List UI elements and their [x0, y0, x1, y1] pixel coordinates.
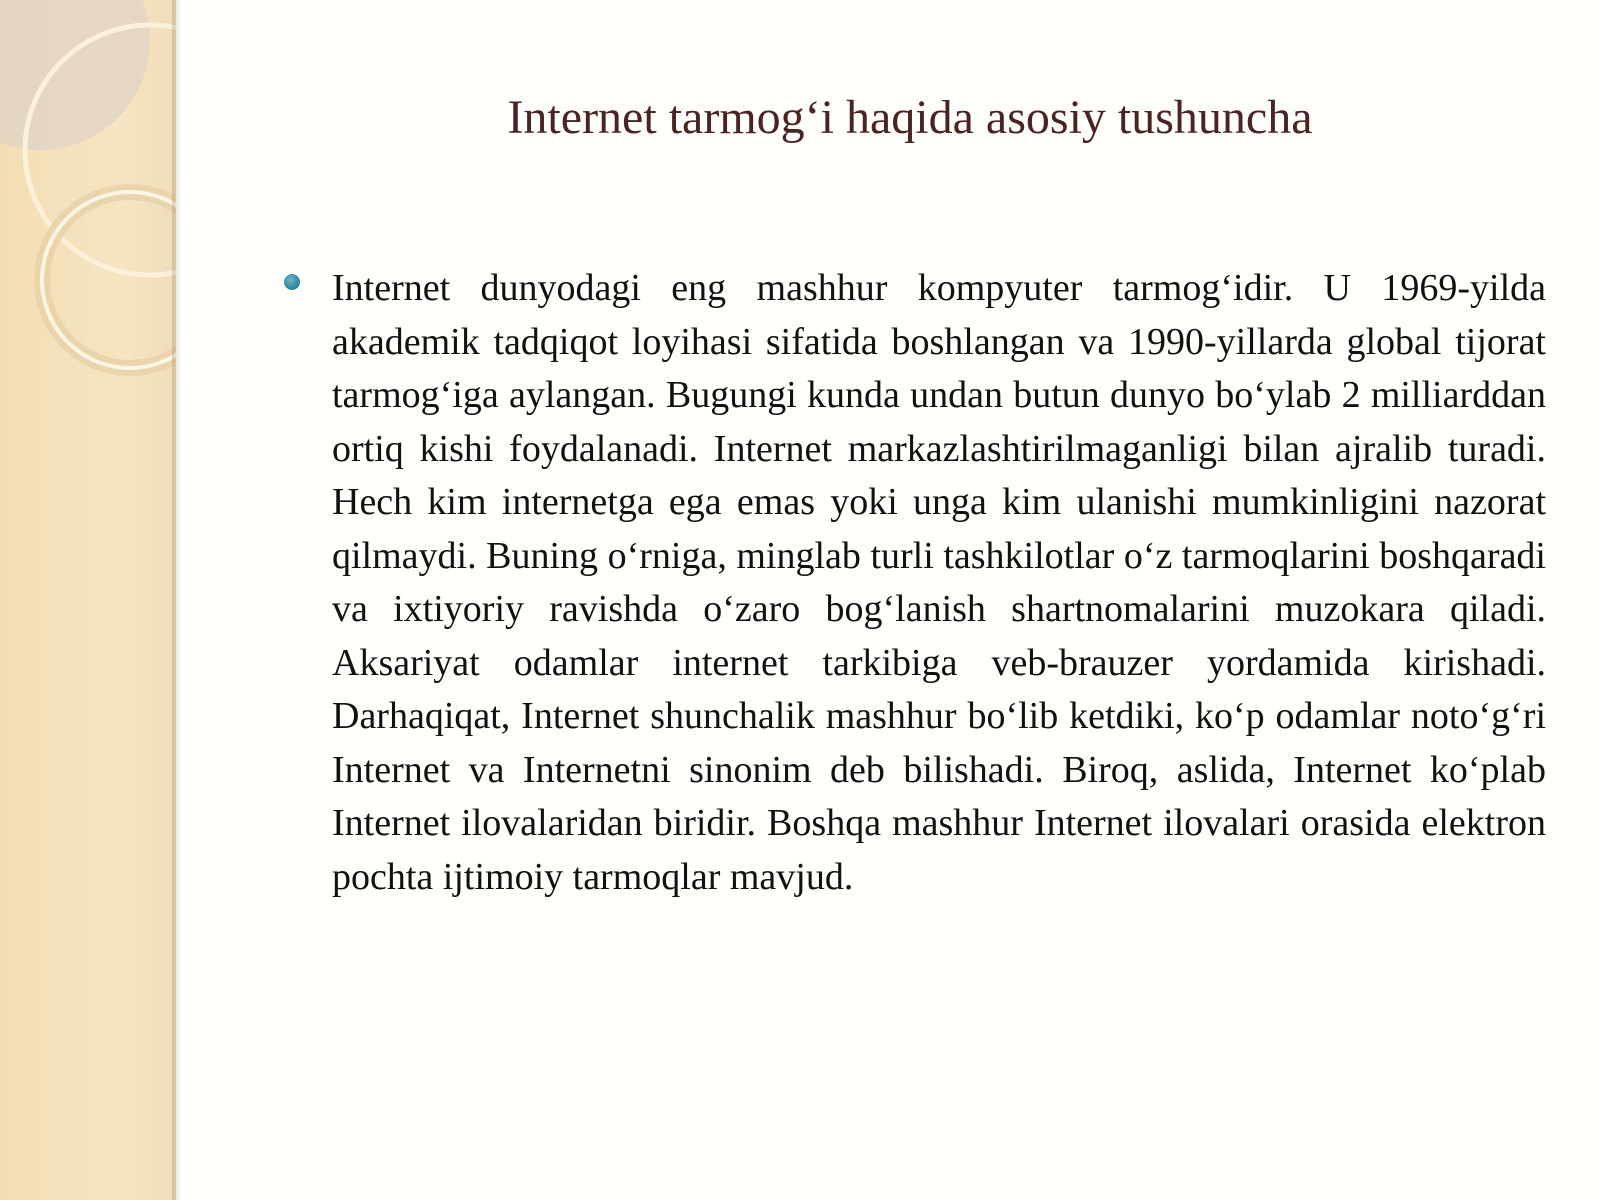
bullet-dot-icon: [284, 274, 300, 290]
bullet-text: Internet dunyodagi eng mashhur kompyuter tarmog‘idir. U 1969-yilda akademik tadqiqot loyihasi sifatida boshlangan va 1990-yillarda global tijorat tarmog‘iga aylangan. Bugungi kunda undan butun dunyo bo‘ylab 2 milliarddan ortiq kishi foydalanadi. Internet markazlashtirilmaganligi bilan ajralib turadi. Hech kim internetga ega emas yoki unga kim ulanishi mumkinligini nazorat qilmaydi. Buning o‘rniga, minglab turli tashkilotlar o‘z tarmoqlarini boshqaradi va ixtiyoriy ravishda o‘zaro bog‘lanish shartnomalarini muzokara qiladi. Aksariyat odamlar internet tarkibiga veb-brauzer yordamida kirishadi. Darhaqiqat, Internet shunchalik mashhur bo‘lib ketdiki, ko‘p odamlar noto‘g‘ri Internet va Internetni sinonim deb bilishadi. Biroq, aslida, Internet ko‘plab Internet ilovalaridan biridir. Boshqa mashhur Internet ilovalari orasida elektron pochta ijtimoiy tarmoqlar mavjud.: [332, 267, 1565, 898]
decorative-side-panel: [0, 0, 176, 1200]
slide-content: [280, 262, 1565, 904]
decorative-rings: [0, 0, 176, 400]
slide-title: Internet tarmog‘i haqida asosiy tushuncha: [507, 91, 1313, 144]
side-panel-shadow: [172, 0, 182, 1200]
bullet-item: [280, 262, 1565, 904]
